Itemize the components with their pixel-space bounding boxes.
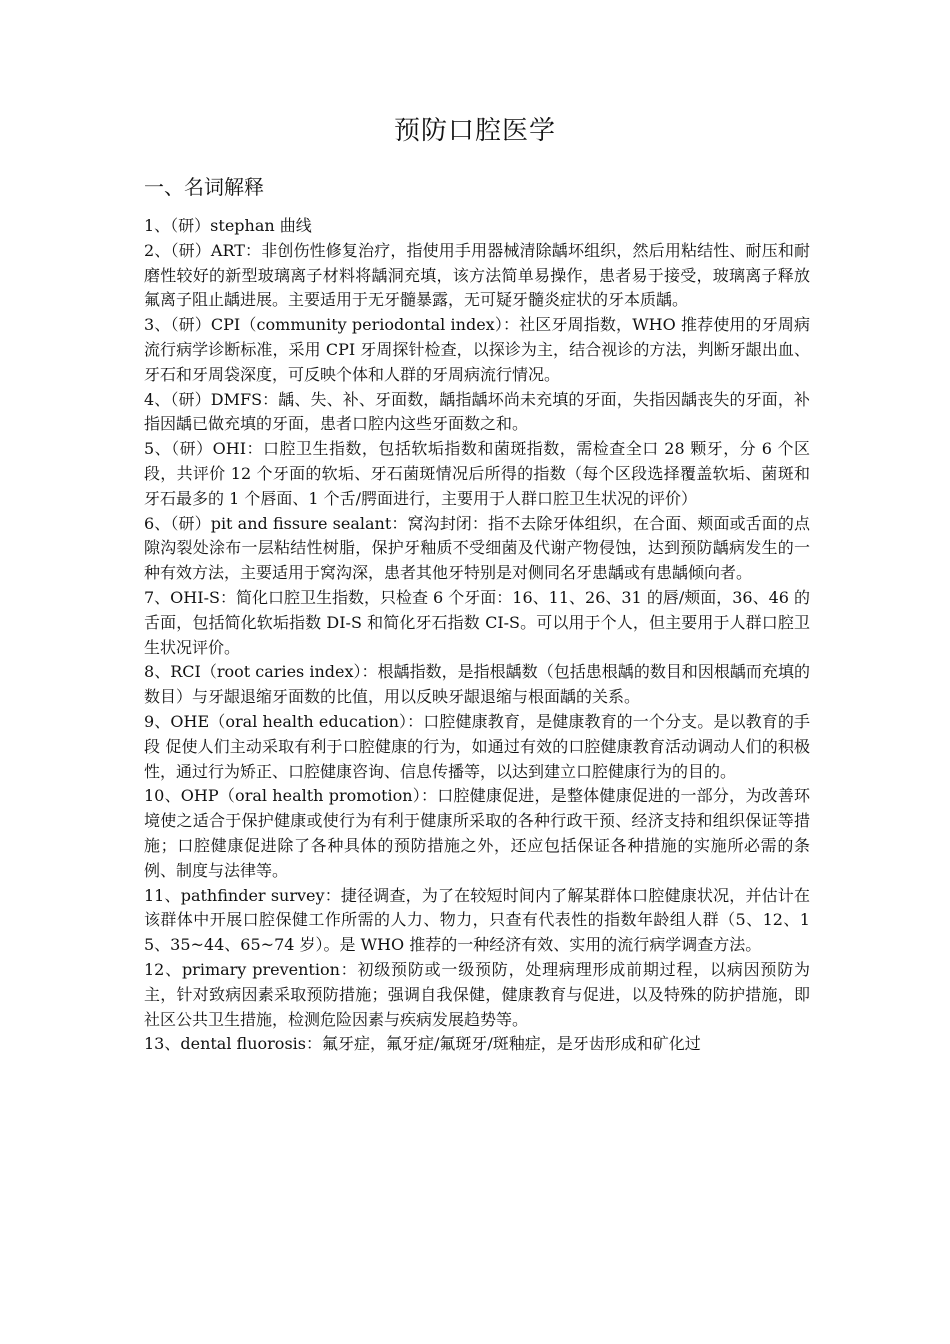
glossary-entry: 10、OHP（oral health promotion）：口腔健康促进，是整体健康促进的一部分，为改善环境使之适合于保护健康或使行为有利于健康所采取的各种行政干预、经济支持和组织保证等措施；口腔健康促进除了各种具体的预防措施之外，还应包括保证各种措施的实施所必需的条例、制度与法律等。 (144, 786, 810, 880)
document-title: 预防口腔医学 (393, 116, 556, 146)
glossary-entry: 8、RCI（root caries index）：根龋指数，是指根龋数（包括患根龋的数目和因根龋而充填的数目）与牙龈退缩牙面数的比值，用以反映牙龈退缩与根面龋的关系。 (144, 662, 810, 707)
glossary-entry: 9、OHE（oral health education）：口腔健康教育，是健康教育的一个分支。是以教育的手段 促使人们主动采取有利于口腔健康的行为，如通过有效的口腔健康教育活动调动人们的积极性，通过行为矫正、口腔健康咨询、信息传播等，以达到建立口腔健康行为的目的。 (144, 711, 810, 781)
section-heading: 一、名词解释 (144, 175, 264, 199)
glossary-entry: 5、（研）OHI：口腔卫生指数，包括软垢指数和菌斑指数，需检查全口 28 颗牙，分 6 个区段，共评价 12 个牙面的软垢、牙石菌斑情况后所得的指数（每个区段选择覆盖软垢、菌斑和牙石最多的 1 个唇面、1 个舌/腭面进行，主要用于人群口腔卫生状况的评价） (144, 439, 810, 508)
glossary-entry: 7、OHI-S：简化口腔卫生指数，只检查 6 个牙面：16、11、26、31 的唇/颊面，36、46 的舌面，包括简化软垢指数 DI-S 和简化牙石指数 CI-S。可以用于个人，但主要用于人群口腔卫生状况评价。 (144, 587, 811, 657)
glossary-entry: 4、（研）DMFS：龋、失、补、牙面数，龋指龋坏尚未充填的牙面，失指因龋丧失的牙面，补指因龋已做充填的牙面，患者口腔内这些牙面数之和。 (144, 389, 810, 434)
glossary-entry: 3、（研）CPI（community periodontal index）：社区牙周指数，WHO 推荐使用的牙周病流行病学诊断标准，采用 CPI 牙周探针检查，以探诊为主，结合视诊的方法，判断牙龈出血、牙石和牙周袋深度，可反映个体和人群的牙周病流行情况。 (144, 315, 810, 384)
glossary-entry: 1、（研）stephan 曲线 (144, 216, 312, 235)
glossary-entry: 2、（研）ART：非创伤性修复治疗，指使用手用器械清除龋坏组织，然后用粘结性、耐压和耐磨性较好的新型玻璃离子材料将龋洞充填，该方法简单易操作，患者易于接受，玻璃离子释放氟离子阻止龋进展。主要适用于无牙髓暴露，无可疑牙髓炎症状的牙本质龋。 (144, 240, 810, 310)
glossary-list (144, 214, 810, 1057)
glossary-entry: 12、primary prevention：初级预防或一级预防，处理病理形成前期过程，以病因预防为主，针对致病因素采取预防措施；强调自我保健，健康教育与促进，以及特殊的防护措施，即社区公共卫生措施，检测危险因素与疾病发展趋势等。 (144, 959, 810, 1029)
glossary-entry: 11、pathfinder survey：捷径调查，为了在较短时间内了解某群体口腔健康状况，并估计在该群体中开展口腔保健工作所需的人力、物力，只查有代表性的指数年龄组人群（5、12、15、35~44、65~74 岁）。是 WHO 推荐的一种经济有效、实用的流行病学调查方法。 (144, 885, 810, 955)
glossary-entry: 6、（研）pit and fissure sealant：窝沟封闭：指不去除牙体组织，在合面、颊面或舌面的点隙沟裂处涂布一层粘结性树脂，保护牙釉质不受细菌及代谢产物侵蚀，达到预防龋病发生的一种有效方法，主要适用于窝沟深，患者其他牙特别是对侧同名牙患龋或有患龋倾向者。 (144, 513, 810, 583)
glossary-entry: 13、dental fluorosis：氟牙症，氟牙症/氟斑牙/斑釉症，是牙齿形成和矿化过 (144, 1034, 701, 1054)
